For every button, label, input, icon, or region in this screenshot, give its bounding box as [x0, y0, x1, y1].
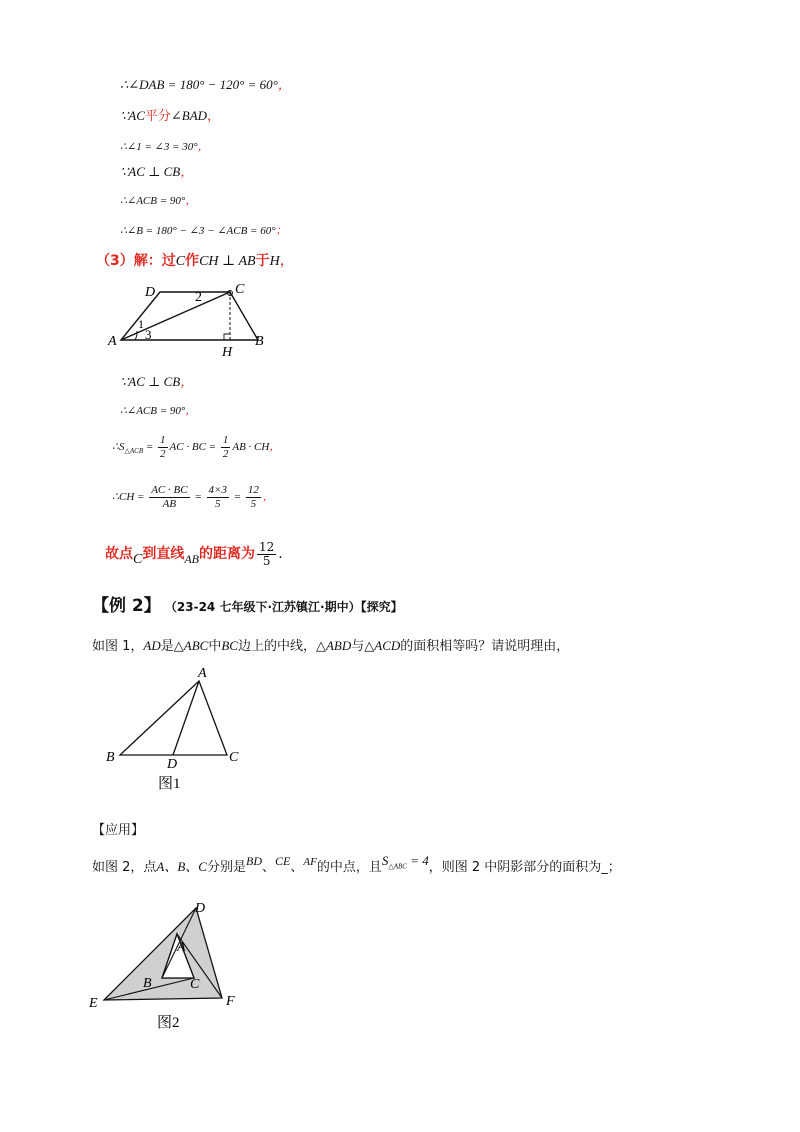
trapezoid-outline	[121, 292, 258, 340]
ch-equation: ∴CH = $\frac{AC \cdot BC}{AB}$ = $\frac{4\times 3}{5}$ = $\frac{12}{5}$ ，	[112, 483, 274, 510]
label-C: C	[235, 282, 245, 297]
figure-1	[100, 664, 260, 794]
median-ad	[173, 681, 199, 755]
right-angle-mark	[224, 334, 230, 340]
label-A: A	[108, 334, 117, 349]
fig1-label-A: A	[198, 666, 207, 681]
proof2-line6: ∴∠B = 180° − ∠3 − ∠ACB = 60°；	[120, 225, 287, 237]
label-D: D	[145, 285, 156, 300]
fig2-caption: 图2	[157, 1015, 180, 1031]
trapezoid-figure	[100, 276, 275, 358]
fig2-label-D: D	[195, 901, 206, 916]
application-question: 如图 2，点A、B、C分别是BD、CE、$^{AF}$的中点，且$S_{\triangle ABC} = 4$，则图 2 中阴影部分的面积为_；	[92, 853, 621, 875]
example2-header	[92, 595, 403, 619]
proof2-line5: ∴∠ACB = 90°，	[120, 195, 197, 207]
fig1-label-B: B	[106, 750, 115, 765]
example2-question: 如图 1，AD是△ABC中BC边上的中线，△ABD与△ACD的面积相等吗？请说明理由，	[92, 638, 570, 654]
label-H: H	[222, 345, 233, 358]
label-angle-3: 3	[145, 327, 152, 342]
fig1-label-C: C	[229, 750, 239, 765]
proof3-line1: ∵AC ⊥ CB，	[120, 374, 194, 389]
proof2-line1: ∴∠DAB = 180° − 120° = 60°，	[120, 77, 291, 92]
fig2-label-F: F	[226, 994, 235, 1009]
label-angle-2: 2	[195, 290, 202, 305]
shaded-region	[104, 908, 222, 1000]
fig2-label-B: B	[143, 976, 152, 991]
application-title: 【应用】	[92, 823, 145, 838]
proof3-line2: ∴∠ACB = 90°，	[120, 405, 197, 417]
example2-source: （23-24 七年级下·江苏镇江·期中）【探究】	[164, 600, 403, 614]
proof2-line3: ∴∠1 = ∠3 = 30°，	[120, 141, 209, 153]
fig1-caption: 图1	[158, 776, 181, 792]
conclusion: 故点C到直线AB的距离为 $\frac{12}{5}$ .	[105, 539, 283, 568]
proof2-line2: ∵AC平分∠BAD，	[120, 108, 221, 124]
label-B: B	[255, 334, 264, 349]
area-equation: $\therefore S_{\triangle ACB}$ = $\frac{1}{2}$ AC · BC = $\frac{1}{2}$ AB · CH，	[112, 433, 281, 460]
label-angle-1: 1	[138, 317, 144, 331]
example2-title: 【例 2】	[92, 596, 161, 616]
triangle-abc	[120, 681, 227, 755]
proof2-line4: ∵AC ⊥ CB，	[120, 164, 194, 179]
part3-heading: （3）解：过C作CH ⊥ AB于H，	[96, 253, 294, 269]
fig2-label-A: A	[177, 940, 186, 955]
fig2-label-C: C	[190, 977, 200, 992]
figure-2	[85, 893, 255, 1033]
fig2-label-E: E	[89, 996, 98, 1011]
angle-arc	[135, 331, 137, 340]
fig1-label-D: D	[167, 757, 178, 772]
